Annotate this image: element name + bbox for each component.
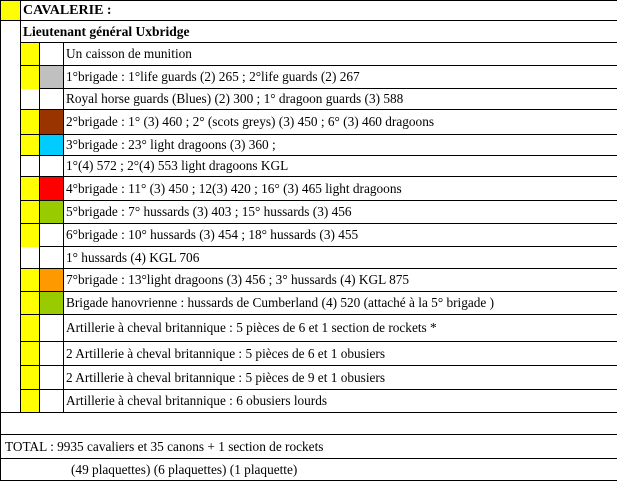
row-text: 1° hussards (4) KGL 706 [64,247,617,269]
table-row [1,135,617,156]
total-row [1,435,617,459]
row-text: 2 Artillerie à cheval britannique : 5 pièces de 9 et 1 obusiers [64,366,617,390]
table-row [1,224,617,247]
brigade-color-swatch [40,66,64,89]
yellow-marker [21,110,40,135]
row-text: 6°brigade : 10° hussards (3) 454 ; 18° hussards (3) 455 [64,224,617,247]
row-text: Artillerie à cheval britannique : 6 obusiers lourds [64,390,617,413]
plaquettes-text: (49 plaquettes) (6 plaquettes) (1 plaquette) [1,459,617,481]
table-row [1,315,617,342]
row-text: 5°brigade : 7° hussards (3) 403 ; 15° hussards (3) 456 [64,201,617,224]
yellow-marker [21,292,40,315]
table-row [1,366,617,390]
yellow-marker [21,224,40,247]
brigade-color-swatch [40,201,64,224]
row-text: 2°brigade : 1° (3) 460 ; 2° (scots greys) (3) 450 ; 6° (3) 460 dragoons [64,110,617,135]
yellow-marker [21,177,40,201]
row-text: Brigade hanovrienne : hussards de Cumberland (4) 520 (attaché à la 5° brigade ) [64,292,617,315]
brigade-color-swatch [40,269,64,292]
section-title: CAVALERIE : [21,1,617,21]
row-text: 1°brigade : 1°life guards (2) 265 ; 2°life guards (2) 267 [64,66,617,89]
row-text: Un caisson de munition [64,43,617,66]
plaquettes-row [1,459,617,481]
yellow-marker [21,201,40,224]
row-text: 7°brigade : 13°light dragoons (3) 456 ; 3° hussards (4) KGL 875 [64,269,617,292]
table-row [1,66,617,89]
brigade-color-swatch [40,177,64,201]
table-row [1,110,617,135]
yellow-marker [21,66,40,89]
table-row [1,342,617,366]
yellow-marker [21,390,40,413]
yellow-marker [21,366,40,390]
commander-name: Lieutenant général Uxbridge [21,21,617,43]
table-row [1,177,617,201]
swatch [40,43,64,66]
yellow-marker [21,269,40,292]
brigade-color-swatch [40,135,64,156]
yellow-marker [21,43,40,66]
row-text: 2 Artillerie à cheval britannique : 5 pièces de 6 et 1 obusiers [64,342,617,366]
brigade-color-swatch [40,110,64,135]
row-text: Artillerie à cheval britannique : 5 pièces de 6 et 1 section de rockets * [64,315,617,342]
separator-row [1,413,617,435]
table-row [1,156,617,177]
yellow-marker [21,315,40,342]
table-row [1,247,617,269]
yellow-marker [21,135,40,156]
table-row [1,201,617,224]
brigade-color-swatch [40,292,64,315]
table-row [1,43,617,66]
row-text: Royal horse guards (Blues) (2) 300 ; 1° dragoon guards (3) 588 [64,89,617,110]
table-row [1,269,617,292]
row-text: 3°brigade : 23° light dragoons (3) 360 ; [64,135,617,156]
total-text: TOTAL : 9935 cavaliers et 35 canons + 1 section de rockets [1,435,617,459]
table-row [1,292,617,315]
table-row [1,390,617,413]
yellow-marker [1,1,21,21]
row-text: 1°(4) 572 ; 2°(4) 553 light dragoons KGL [64,156,617,177]
row-text: 4°brigade : 11° (3) 450 ; 12(3) 420 ; 16° (3) 465 light dragoons [64,177,617,201]
table-row [1,89,617,110]
yellow-marker [21,342,40,366]
spacer-cell [1,21,21,43]
